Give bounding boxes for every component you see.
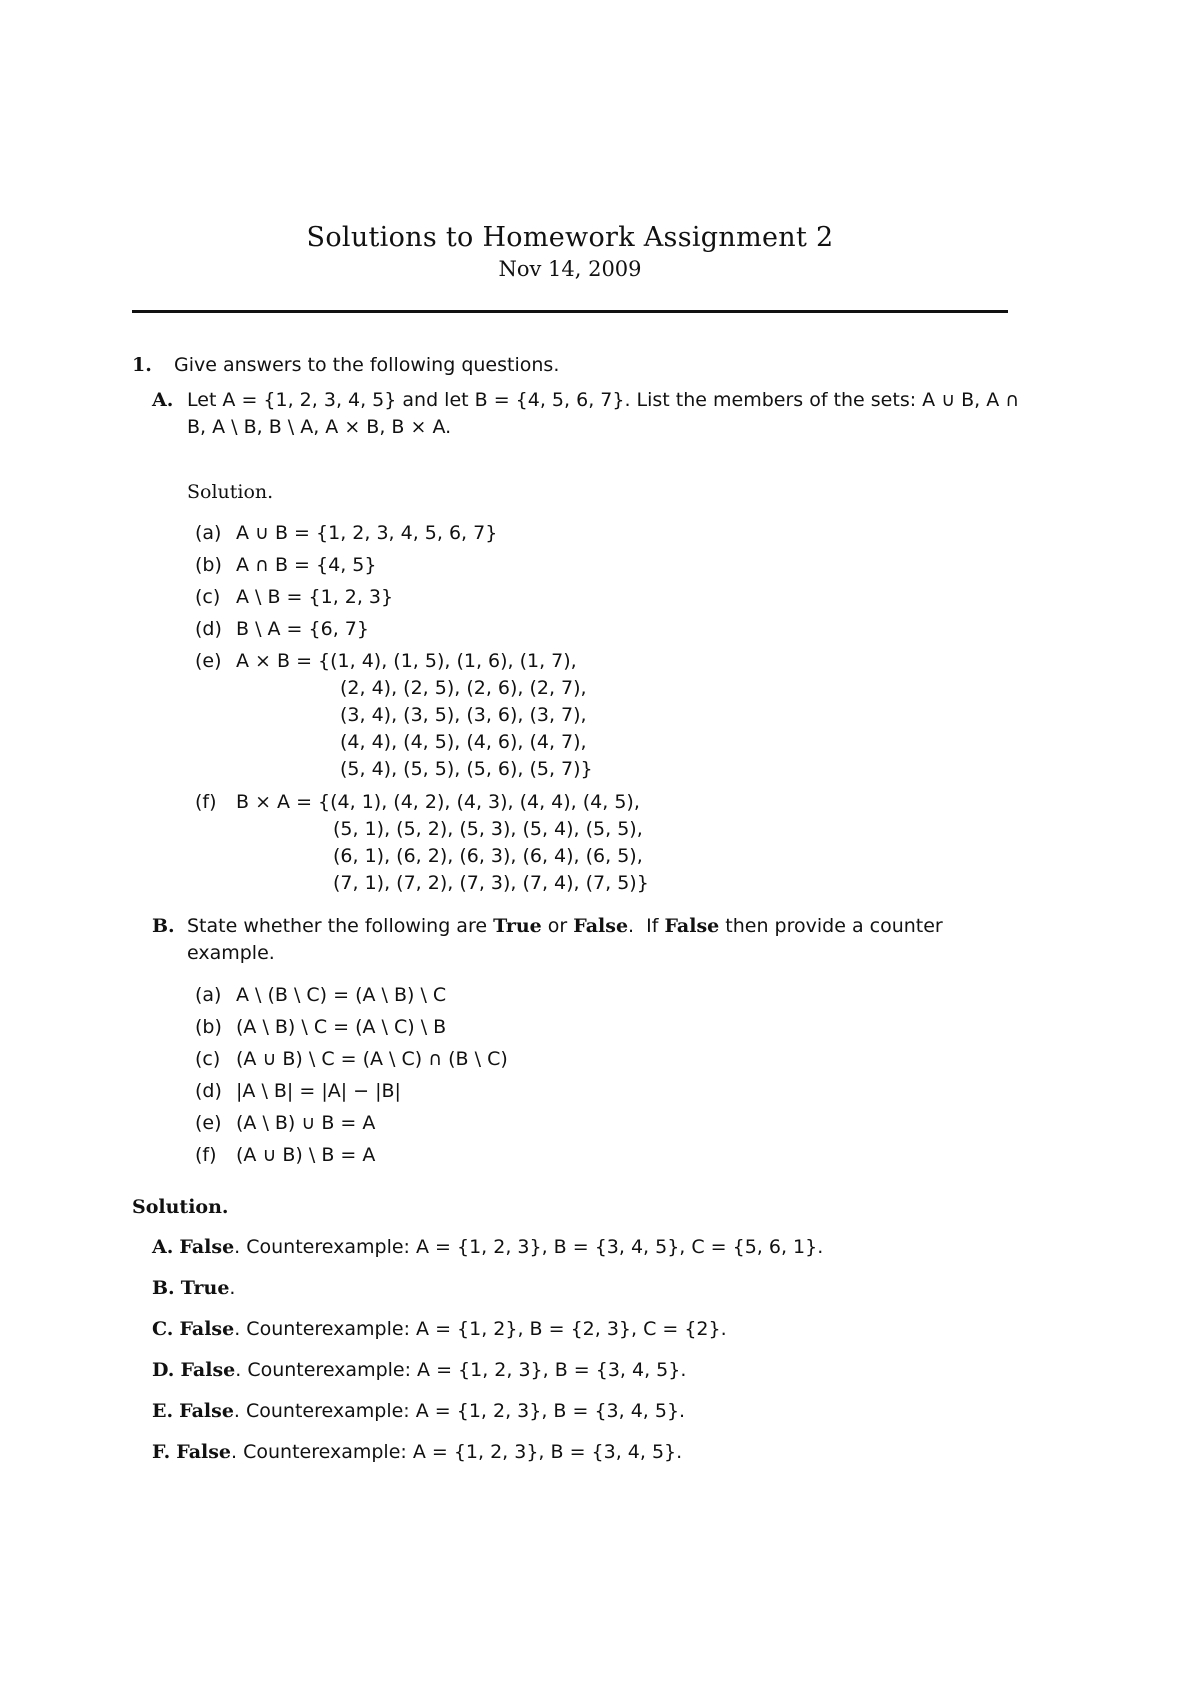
part-a-solution-heading: Solution. xyxy=(187,481,274,503)
item-text: (A \ B) ∪ B = A xyxy=(236,1112,376,1134)
answer-row: F. False. Counterexample: A = {1, 2, 3}, B = {3, 4, 5}. xyxy=(152,1441,683,1463)
answer-row: A. False. Counterexample: A = {1, 2, 3}, B = {3, 4, 5}, C = {5, 6, 1}. xyxy=(152,1236,824,1258)
item-label: (c) xyxy=(195,586,221,608)
item-continuation: (5, 4), (5, 5), (5, 6), (5, 7)} xyxy=(340,758,593,780)
item-text: A ∪ B = {1, 2, 3, 4, 5, 6, 7} xyxy=(236,522,498,544)
item-continuation: (7, 1), (7, 2), (7, 3), (7, 4), (7, 5)} xyxy=(333,872,649,894)
item-label: (e) xyxy=(195,650,222,672)
page-date: Nov 14, 2009 xyxy=(498,257,642,281)
item-label: (f) xyxy=(195,1144,217,1166)
header-rule xyxy=(132,310,1008,313)
item-continuation: (5, 1), (5, 2), (5, 3), (5, 4), (5, 5), xyxy=(333,818,643,840)
item-text: A \ (B \ C) = (A \ B) \ C xyxy=(236,984,447,1006)
page-title: Solutions to Homework Assignment 2 xyxy=(306,222,834,253)
item-text: A × B = {(1, 4), (1, 5), (1, 6), (1, 7), xyxy=(236,650,577,672)
part-b-label: B. xyxy=(152,915,175,937)
problem-prompt: Give answers to the following questions. xyxy=(174,354,560,376)
item-text: (A \ B) \ C = (A \ C) \ B xyxy=(236,1016,447,1038)
item-label: (b) xyxy=(195,554,222,576)
item-text: (A ∪ B) \ C = (A \ C) ∩ (B \ C) xyxy=(236,1048,508,1070)
item-continuation: (4, 4), (4, 5), (4, 6), (4, 7), xyxy=(340,731,587,753)
item-label: (e) xyxy=(195,1112,222,1134)
item-text: (A ∪ B) \ B = A xyxy=(236,1144,376,1166)
item-label: (a) xyxy=(195,984,222,1006)
item-label: (b) xyxy=(195,1016,222,1038)
item-label: (d) xyxy=(195,618,222,640)
false-word: False xyxy=(573,915,629,937)
solution-heading: Solution. xyxy=(132,1196,229,1218)
item-text: B × A = {(4, 1), (4, 2), (4, 3), (4, 4), (4, 5), xyxy=(236,791,640,813)
item-label: (a) xyxy=(195,522,222,544)
item-continuation: (2, 4), (2, 5), (2, 6), (2, 7), xyxy=(340,677,587,699)
true-word: True xyxy=(493,915,542,937)
item-continuation: (3, 4), (3, 5), (3, 6), (3, 7), xyxy=(340,704,587,726)
problem-number: 1. xyxy=(132,354,152,376)
item-label: (f) xyxy=(195,791,217,813)
false-word: False xyxy=(664,915,720,937)
answer-row: E. False. Counterexample: A = {1, 2, 3}, B = {3, 4, 5}. xyxy=(152,1400,686,1422)
item-text: A \ B = {1, 2, 3} xyxy=(236,586,394,608)
item-text: B \ A = {6, 7} xyxy=(236,618,369,640)
item-label: (c) xyxy=(195,1048,221,1070)
item-text: A ∩ B = {4, 5} xyxy=(236,554,377,576)
answer-row: B. True. xyxy=(152,1277,236,1299)
part-b-line-1: State whether the following are True or False. If False then provide a counter xyxy=(187,915,943,937)
item-text: |A \ B| = |A| − |B| xyxy=(236,1080,401,1102)
part-a-label: A. xyxy=(152,389,174,411)
part-a-line-2: B, A \ B, B \ A, A × B, B × A. xyxy=(187,416,452,438)
answer-row: C. False. Counterexample: A = {1, 2}, B = {2, 3}, C = {2}. xyxy=(152,1318,727,1340)
item-label: (d) xyxy=(195,1080,222,1102)
part-a-line-1: Let A = {1, 2, 3, 4, 5} and let B = {4, 5, 6, 7}. List the members of the sets: A ∪ B, A ∩ xyxy=(187,389,1020,411)
answer-row: D. False. Counterexample: A = {1, 2, 3}, B = {3, 4, 5}. xyxy=(152,1359,687,1381)
part-b-line-2: example. xyxy=(187,942,275,964)
item-continuation: (6, 1), (6, 2), (6, 3), (6, 4), (6, 5), xyxy=(333,845,643,867)
